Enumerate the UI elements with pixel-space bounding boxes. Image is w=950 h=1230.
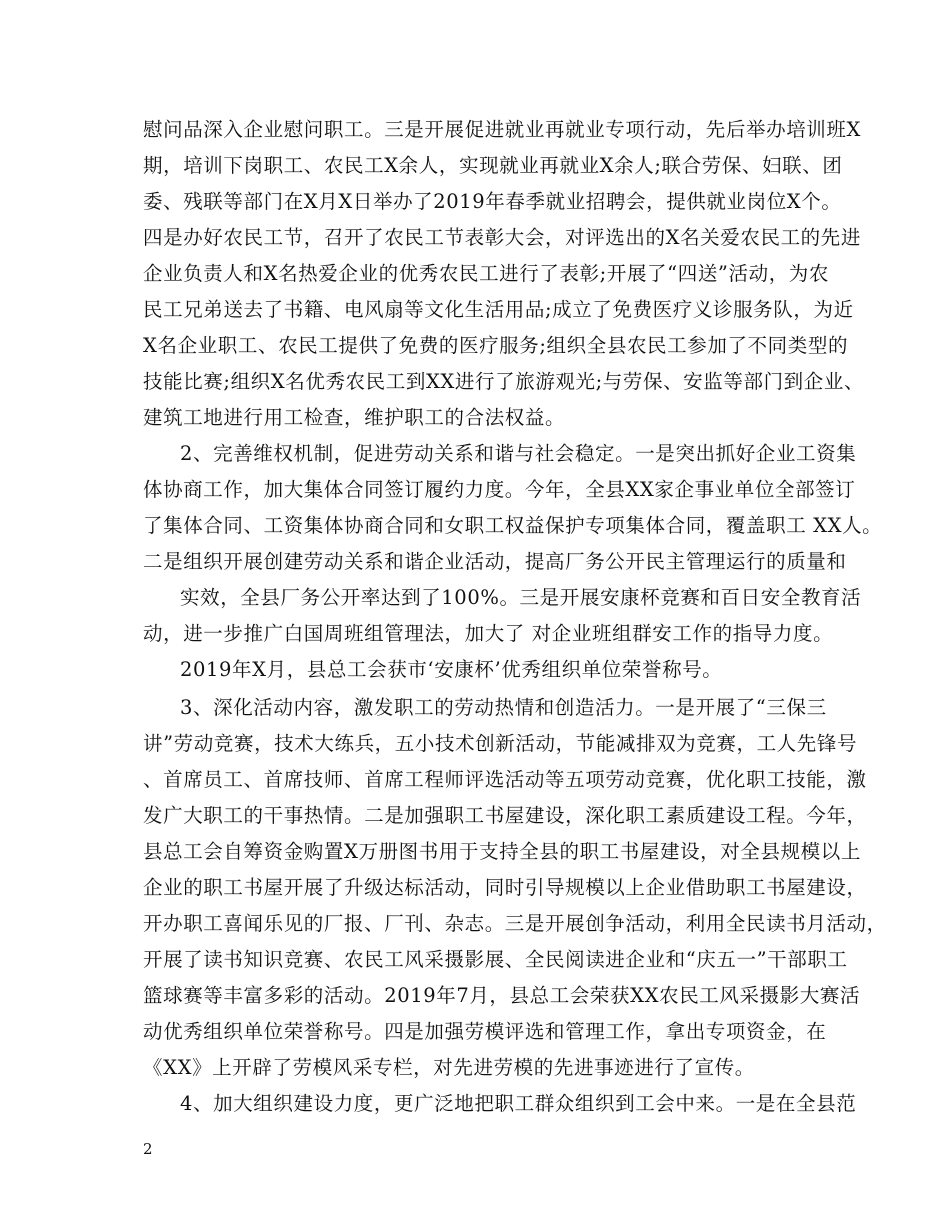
text-line: 动，进一步推广白国周班组管理法，加大了 对企业班组群安工作的指导力度。	[143, 622, 834, 645]
text-line: 县总工会自筹资金购置X万册图书用于支持全县的职工书屋建设，对全县规模以上	[143, 840, 861, 863]
text-line: 发广大职工的干事热情。二是加强职工书屋建设，深化职工素质建设工程。今年，	[143, 804, 867, 827]
text-line: 了集体合同、工资集体协商合同和女职工权益保护专项集体合同，覆盖职工 XX人。	[143, 514, 883, 537]
text-line: 开展了读书知识竞赛、农民工风采摄影展、全民阅读进企业和“庆五一”干部职工	[143, 948, 848, 971]
text-line: 讲”劳动竞赛，技术大练兵，五小技术创新活动，节能减排双为竞赛，工人先锋号	[143, 732, 858, 755]
text-line: 开办职工喜闻乐见的厂报、厂刊、杂志。三是开展创争活动，利用全民读书月活动，	[143, 912, 887, 935]
text-line: 二是组织开展创建劳动关系和谐企业活动，提高厂务公开民主管理运行的质量和	[143, 550, 847, 573]
text-line: 、首席员工、首席技师、首席工程师评选活动等五项劳动竞赛，优化职工技能，激	[143, 768, 867, 791]
text-line: 慰问品深入企业慰问职工。三是开展促进就业再就业专项行动，先后举办培训班X	[143, 118, 861, 141]
text-line: 民工兄弟送去了书籍、电风扇等文化生活用品;成立了免费医疗义诊服务队，为近	[143, 298, 854, 321]
text-line: 《XX》上开辟了劳模风采专栏，对先进劳模的先进事迹进行了宣传。	[143, 1056, 755, 1079]
text-line: 篮球赛等丰富多彩的活动。2019年7月，县总工会荣获XX农民工风采摄影大赛活	[143, 984, 861, 1007]
text-line: 委、残联等部门在X月X日举办了2019年春季就业招聘会，提供就业岗位X个。	[143, 190, 842, 213]
text-line: 技能比赛;组织X名优秀农民工到XX进行了旅游观光;与劳保、安监等部门到企业、	[143, 370, 865, 393]
paragraph-2-start: 2、完善维权机制，促进劳动关系和谐与社会稳定。一是突出抓好企业工资集	[180, 442, 857, 465]
text-line: 四是办好农民工节，召开了农民工节表彰大会，对评选出的X名关爱农民工的先进	[143, 226, 861, 249]
text-line: 企业的职工书屋开展了升级达标活动，同时引导规模以上企业借助职工书屋建设，	[143, 876, 867, 899]
text-line: 体协商工作，加大集体合同签订履约力度。今年，全县XX家企事业单位全部签订	[143, 478, 856, 501]
text-line: 期，培训下岗职工、农民工X余人，实现就业再就业X余人;联合劳保、妇联、团	[143, 154, 843, 177]
page-number: 2	[143, 1140, 153, 1158]
paragraph-4-start: 4、加大组织建设力度，更广泛地把职工群众组织到工会中来。一是在全县范	[180, 1092, 857, 1115]
text-line: 实效，全县厂务公开率达到了100%。三是开展安康杯竞赛和百日安全教育活	[180, 586, 862, 609]
text-line: 2019年X月，县总工会获市‘安康杯’优秀组织单位荣誉称号。	[180, 658, 723, 681]
text-line: 企业负责人和X名热爱企业的优秀农民工进行了表彰;开展了“四送”活动，为农	[143, 262, 829, 285]
text-line: X名企业职工、农民工提供了免费的医疗服务;组织全县农民工参加了不同类型的	[143, 334, 849, 357]
paragraph-3-start: 3、深化活动内容，激发职工的劳动热情和创造活力。一是开展了“三保三	[180, 696, 827, 719]
text-line: 建筑工地进行用工检查，维护职工的合法权益。	[143, 406, 566, 429]
text-line: 动优秀组织单位荣誉称号。四是加强劳模评选和管理工作，拿出专项资金，在	[143, 1020, 827, 1043]
